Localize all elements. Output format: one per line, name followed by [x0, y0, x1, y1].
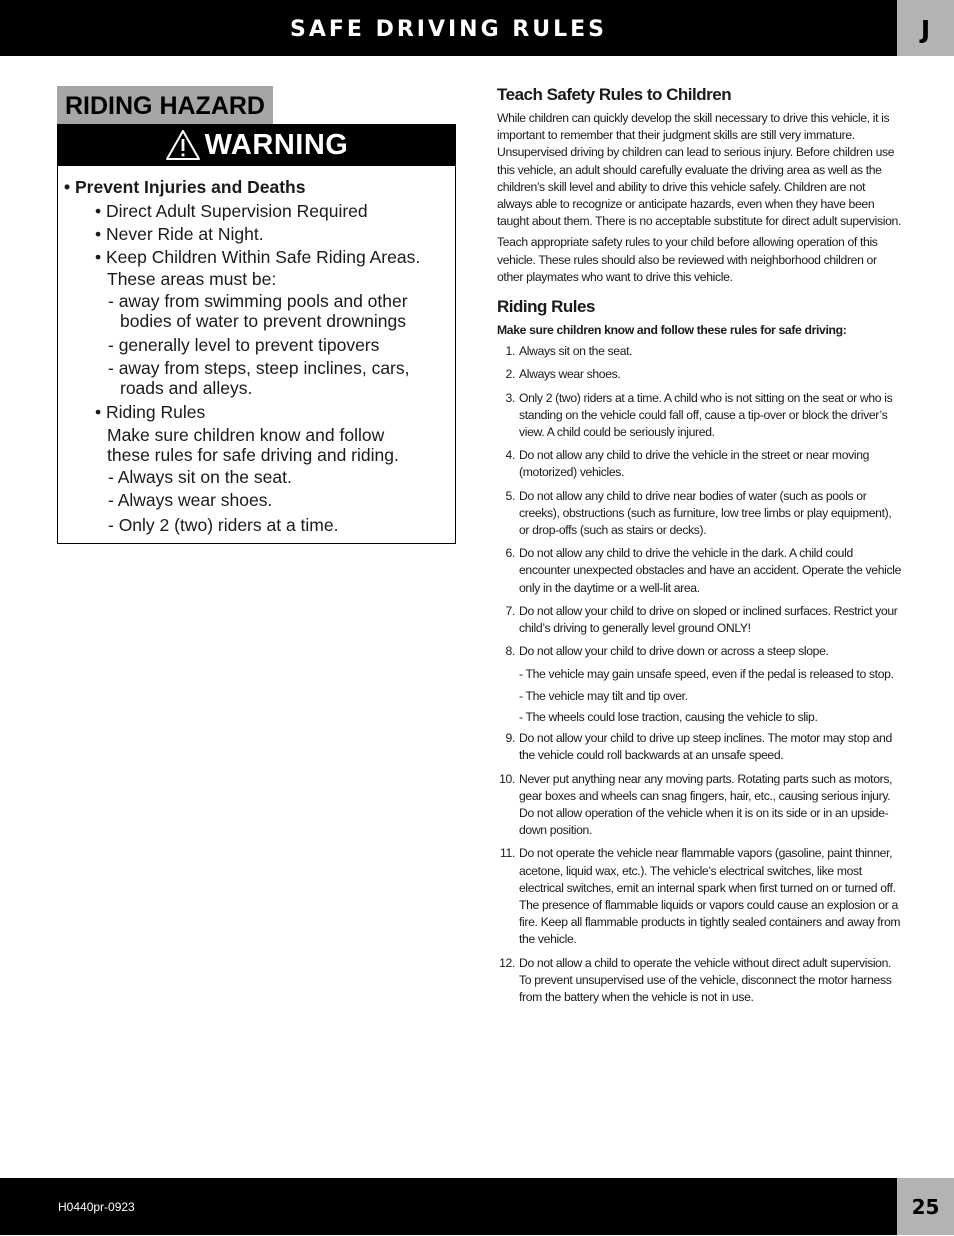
warning-line: • Riding Rules [95, 402, 206, 422]
riding-hazard-title: RIDING HAZARD [57, 86, 273, 124]
warning-line: roads and alleys. [120, 378, 253, 398]
page-header [0, 0, 954, 56]
warning-line: these rules for safe driving and riding. [107, 445, 399, 465]
warning-label: WARNING [204, 129, 349, 161]
warning-line: - Always sit on the seat. [108, 467, 292, 487]
list-item: 11. Do not operate the vehicle near flammable vapors (gasoline, paint thinner, acetone, liquid wax, etc.). The vehicle’s electrical switches, like most electrical switches, emit an internal spark when first turned on or turned off. The presence of flammable liquids or vapors could cause an explosion or a fire. Keep all flammable products in tightly sealed containers and away from the vehicle. [500, 846, 901, 947]
page-footer [0, 1178, 954, 1235]
document-code: H0440pr-0923 [58, 1200, 135, 1214]
warning-line: - Always wear shoes. [108, 490, 273, 510]
warning-line: - generally level to prevent tipovers [108, 335, 380, 355]
list-item: 1. Always sit on the seat. [505, 344, 633, 359]
rules-list [497, 343, 902, 1006]
list-item: 9. Do not allow your child to drive up steep inclines. The motor may stop and the vehicle could roll backwards at an unsafe speed. [505, 731, 892, 763]
warning-line: • Direct Adult Supervision Required [95, 201, 368, 221]
warning-line: Make sure children know and follow [107, 425, 385, 445]
section-title: SAFE DRIVING RULES [289, 17, 607, 42]
warning-triangle-icon [165, 129, 201, 161]
warning-line: • Prevent Injuries and Deaths [64, 177, 306, 197]
sub-list-item: - The wheels could lose traction, causing the vehicle to slip. [519, 709, 818, 724]
section-letter-tab: J [897, 0, 954, 56]
list-item: 2. Always wear shoes. [505, 367, 621, 382]
warning-line: - away from swimming pools and other [108, 291, 408, 311]
right-column [497, 84, 902, 1012]
list-item: 5. Do not allow any child to drive near bodies of water (such as pools or creeks), obstructions (such as furniture, low tree limbs or play equipment), or drop-offs (such as stairs or decks). [505, 488, 892, 538]
list-item: 8. Do not allow your child to drive down or across a steep slope. [505, 644, 829, 659]
list-item: 4. Do not allow any child to drive the vehicle in the street or near moving (motorized) vehicles. [505, 448, 870, 480]
warning-line: bodies of water to prevent drownings [120, 311, 406, 331]
page-number: 25 [897, 1178, 954, 1235]
rules-heading: Riding Rules [497, 297, 595, 317]
teach-heading: Teach Safety Rules to Children [497, 85, 732, 104]
warning-line: - Only 2 (two) riders at a time. [108, 515, 339, 535]
warning-line: • Keep Children Within Safe Riding Areas. [95, 247, 421, 267]
sub-list-item: - The vehicle may tilt and tip over. [519, 688, 688, 703]
teach-paragraph: While children can quickly develop the skill necessary to drive this vehicle, it is important to remember that their judgment skills are still very immature. Unsupervised driving by children can lead to serious injury. Before children use this vehicle, an adult should carefully evaluate the driving area as well as the children’s skill level and ability to drive this vehicle safely. Children are not always able to recognize or anticipate hazards, even when they have been taught about them. There is no acceptable substitute for direct adult supervision. [497, 111, 901, 229]
rules-intro: Make sure children know and follow these rules for safe driving: [497, 323, 847, 338]
list-item: 6. Do not allow any child to drive the vehicle in the dark. A child could encounter unexpected obstacles and have an accident. Operate the vehicle only in the daytime or a well-lit area. [505, 546, 902, 595]
warning-box [57, 124, 456, 544]
warning-bar [58, 125, 455, 166]
list-item: 3. Only 2 (two) riders at a time. A child who is not sitting on the seat or who is standing on the vehicle could fall off, cause a tip-over or block the driver’s view. A child could be seriously injured. [505, 390, 893, 440]
list-item: 7. Do not allow your child to drive on sloped or inclined surfaces. Restrict your child’s driving to generally level ground ONLY! [505, 603, 898, 636]
list-item: 10. Never put anything near any moving parts. Rotating parts such as motors, gear boxes and wheels can snag fingers, hair, etc., causing serious injury. Do not allow operation of the vehicle when it is on its side or in an upside-down position. [499, 771, 893, 838]
list-item: 12. Do not allow a child to operate the vehicle without direct adult supervision. To prevent unsupervised use of the vehicle, disconnect the motor harness from the battery when the vehicle is not in use. [499, 955, 892, 1004]
warning-line: These areas must be: [107, 269, 277, 289]
warning-line: • Never Ride at Night. [95, 224, 264, 244]
warning-line: - away from steps, steep inclines, cars, [108, 358, 410, 378]
sub-list-item: - The vehicle may gain unsafe speed, even if the pedal is released to stop. [519, 667, 894, 682]
teach-paragraph: Teach appropriate safety rules to your child before allowing operation of this vehicle. These rules should also be reviewed with neighborhood children or other playmates who want to drive this vehicle. [497, 235, 878, 284]
